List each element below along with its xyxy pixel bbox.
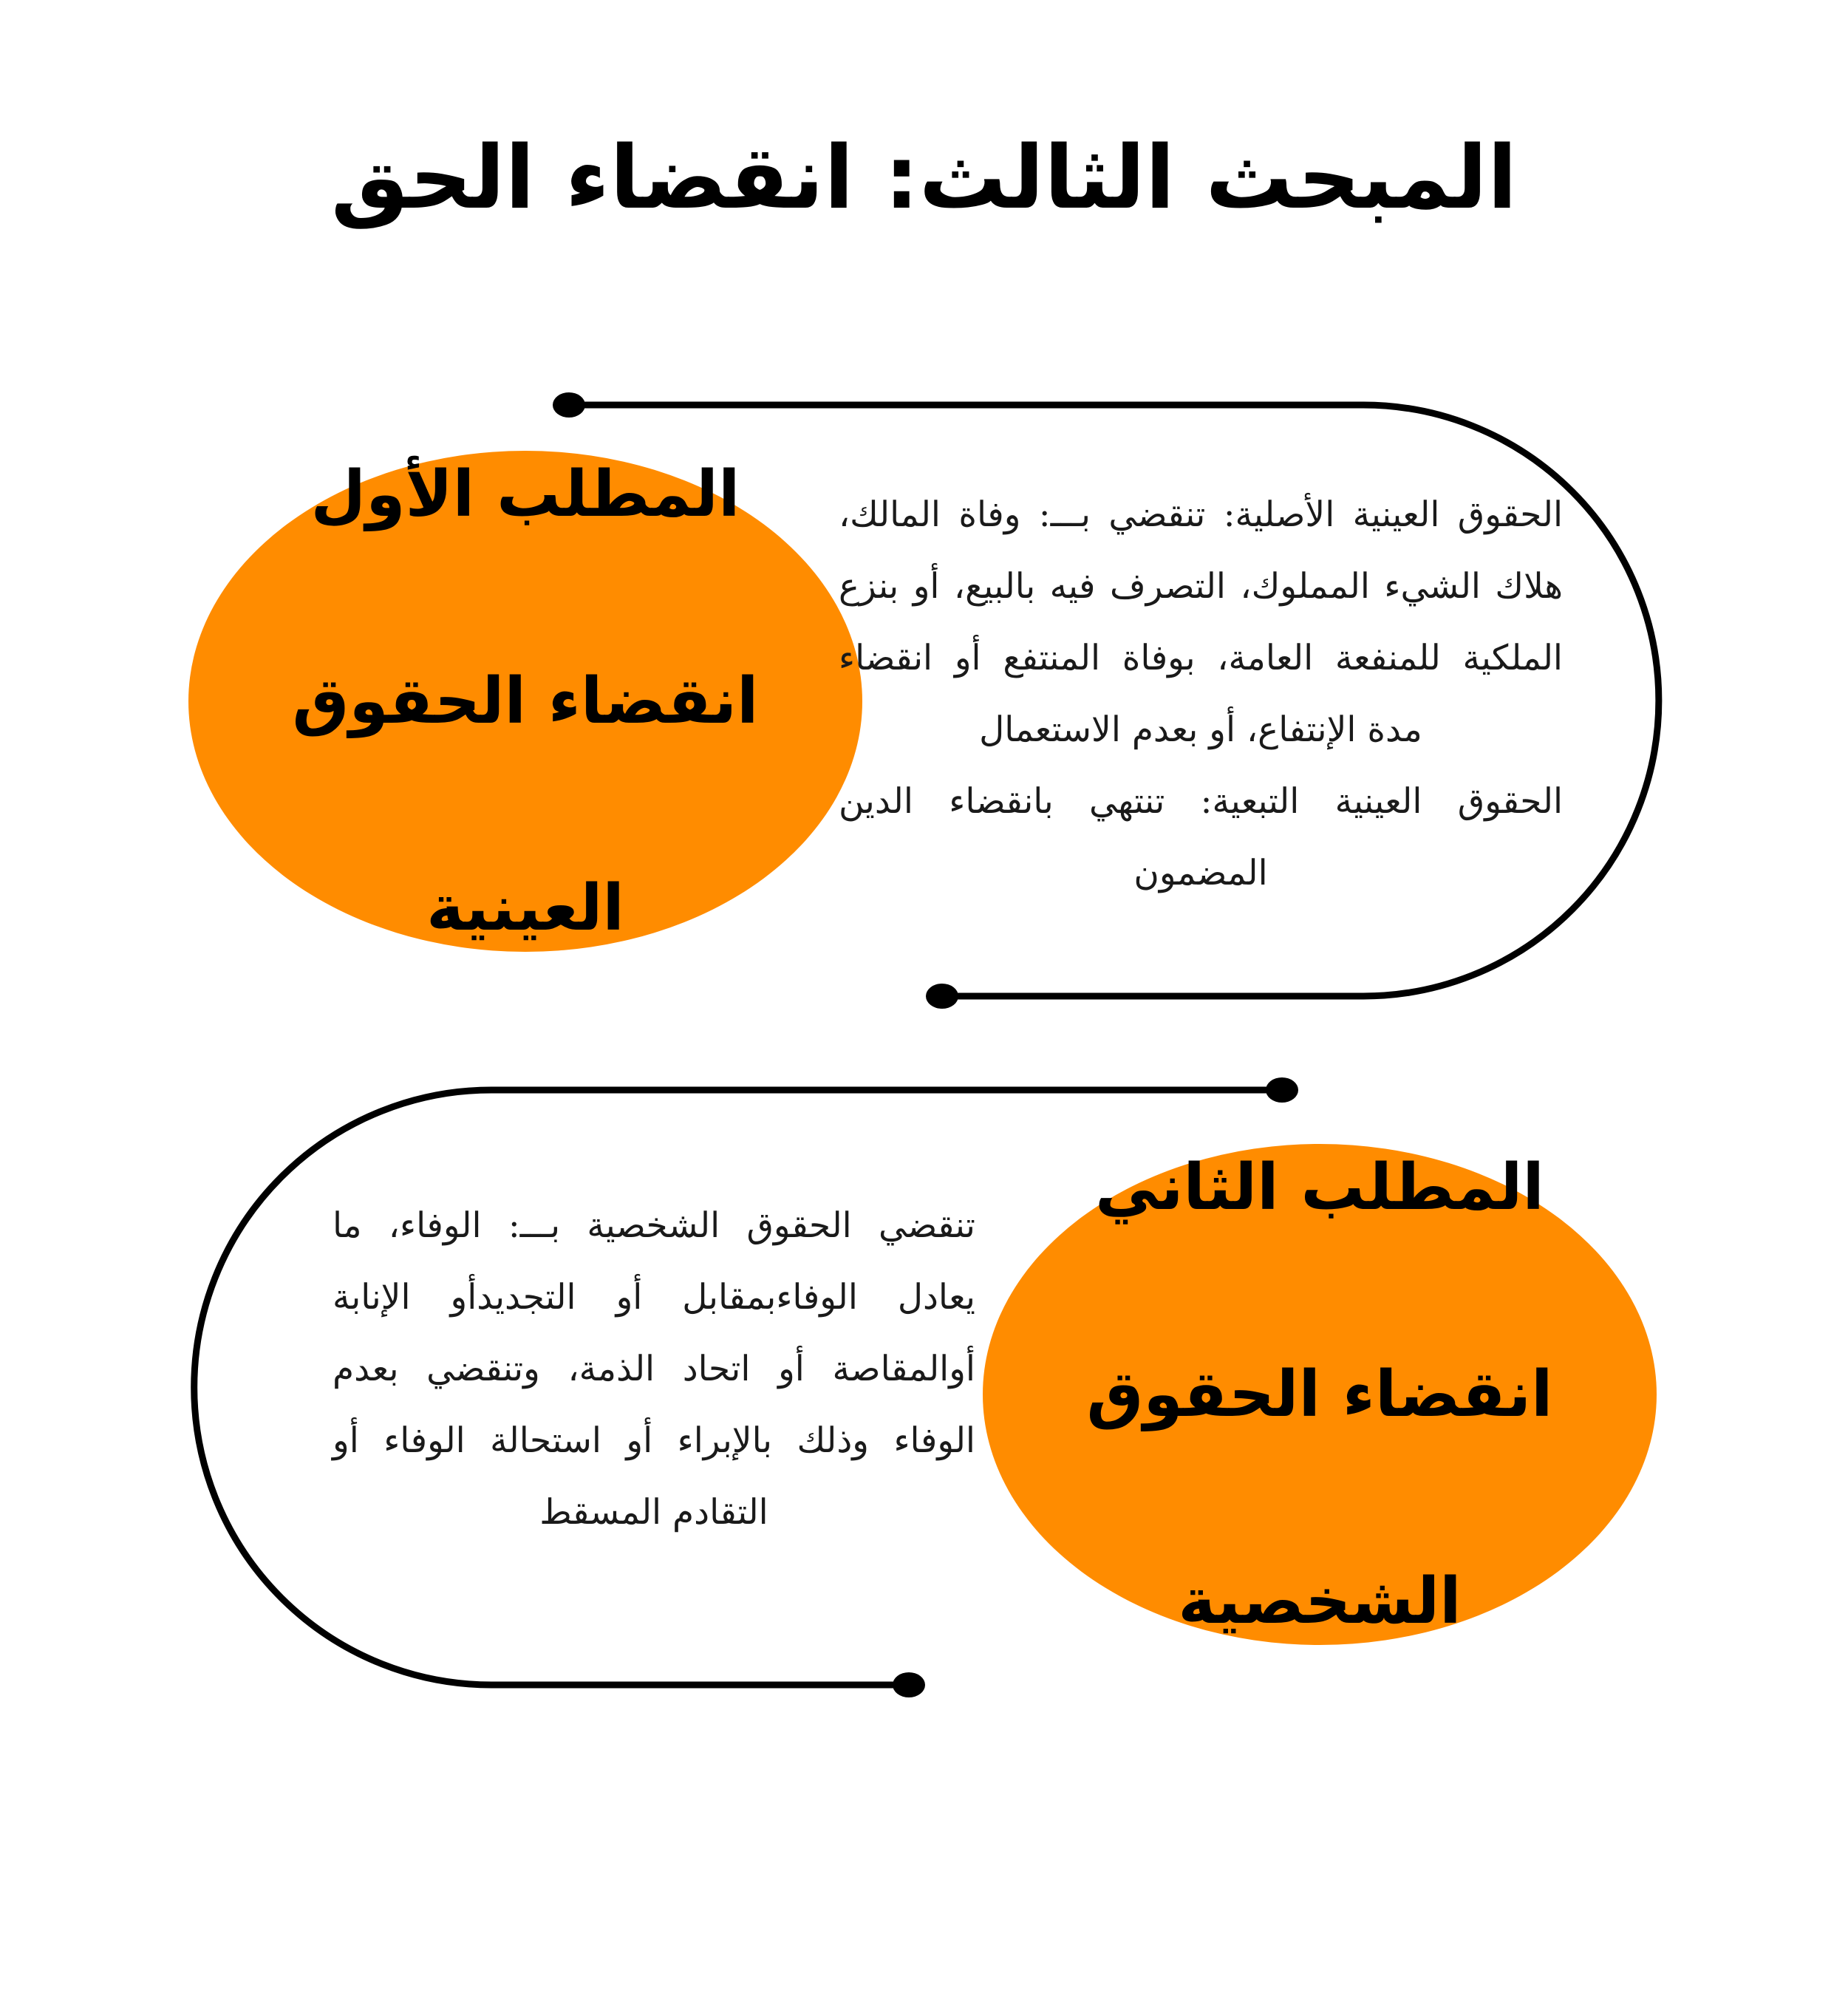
section-1-heading (292, 339, 758, 1063)
section-1-heading-line-3: العينية (426, 871, 624, 945)
bottom-connector-end-dot (893, 1672, 925, 1697)
section-2-heading-line-1: المطلب الثاني (1095, 1151, 1544, 1224)
top-connector-end-dot (926, 984, 958, 1009)
section-1-paragraph-2: الحقوق العينية التبعية: تنتهي بانقضاء الدين المضمون (839, 781, 1563, 893)
section-2-description (333, 1190, 975, 1548)
section-1-heading-line-2: انقضاء الحقوق (292, 664, 759, 738)
section-2-heading-blob (983, 1144, 1657, 1645)
section-2-heading (1086, 1032, 1552, 1757)
section-2-paragraph-1: تنقضي الحقوق الشخصية بـــ: الوفاء، ما يعادل الوفاءبمقابل أو التجديدأو الإنابة أوالمقاصة أو اتحاد الذمة، وتنقضي بعدم الوفاء وذلك بالإبراء أو استحالة الوفاء أو التقادم المسقط (333, 1205, 975, 1533)
section-2-heading-line-3: الشخصية (1178, 1564, 1462, 1638)
section-1-description (839, 479, 1563, 909)
section-1-paragraph-1: الحقوق العينية الأصلية: تنقضي بـــ: وفاة المالك، هلاك الشيء المملوك، التصرف فيه بالبيع، أو بنزع الملكية للمنفعة العامة، بوفاة المنتفع أو انقضاء مدة الإنتفاع، أو بعدم الاستعمال (839, 494, 1563, 750)
page-title: المبحث الثالث: انقضاء الحق (330, 126, 1518, 228)
section-1-heading-line-1: المطلب الأول (310, 457, 740, 531)
section-1-heading-blob (188, 451, 862, 952)
section-2-heading-line-2: انقضاء الحقوق (1086, 1358, 1553, 1431)
